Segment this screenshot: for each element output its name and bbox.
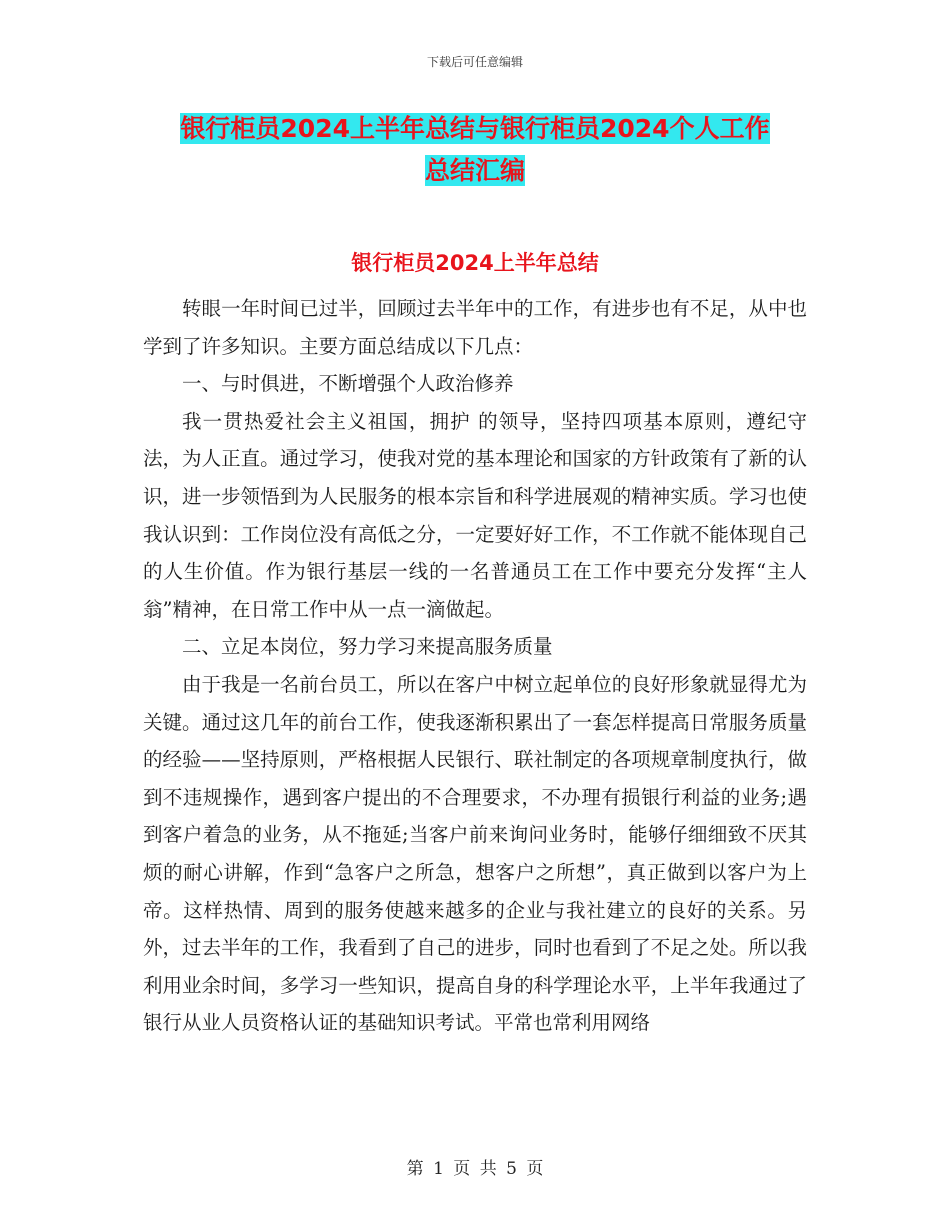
heading-point-1: 一、与时俱进，不断增强个人政治修养 xyxy=(182,372,514,396)
header-note: 下载后可任意编辑 xyxy=(426,55,523,69)
document-body xyxy=(143,290,807,1042)
document-title-line-1: 银行柜员2024上半年总结与银行柜员2024个人工作 xyxy=(180,114,770,143)
section-title: 银行柜员2024上半年总结 xyxy=(351,251,599,275)
page-footer: 第 1 页 共 5 页 xyxy=(406,1159,544,1179)
heading-point-2: 二、立足本岗位，努力学习来提高服务质量 xyxy=(182,635,553,659)
paragraph-point-2: 由于我是一名前台员工，所以在客户中树立起单位的良好形象就显得尤为关键。通过这几年的前台工作，使我逐渐积累出了一套怎样提高日常服务质量的经验——坚持原则，严格根据人民银行、联社制定的各项规章制度执行，做到不违规操作，遇到客户提出的不合理要求，不办理有损银行利益的业务;遇到客户着急的业务，从不拖延;当客户前来询问业务时，能够仔细细致不厌其烦的耐心讲解，作到“急客户之所急，想客户之所想”，真正做到以客户为上帝。这样热情、周到的服务使越来越多的企业与我社建立的良好的关系。另外，过去半年的工作，我看到了自己的进步，同时也看到了不足之处。所以我利用业余时间，多学习一些知识，提高自身的科学理论水平，上半年我通过了银行从业人员资格认证的基础知识考试。平常也常利用网络 xyxy=(143,672,807,1035)
document-title-line-2: 总结汇编 xyxy=(424,156,525,185)
paragraph-point-1: 我一贯热爱社会主义祖国，拥护 的领导，坚持四项基本原则，遵纪守法，为人正直。通过学习，使我对党的基本理论和国家的方针政策有了新的认识，进一步领悟到为人民服务的根本宗旨和科学进展观的精神实质。学习也使我认识到：工作岗位没有高低之分，一定要好好工作，不工作就不能体现自己的人生价值。作为银行基层一线的一名普通员工在工作中要充分发挥“主人翁”精神，在日常工作中从一点一滴做起。 xyxy=(143,409,807,621)
paragraph-intro: 转眼一年时间已过半，回顾过去半年中的工作，有进步也有不足，从中也学到了许多知识。主要方面总结成以下几点： xyxy=(143,297,807,358)
document-title xyxy=(140,108,810,192)
